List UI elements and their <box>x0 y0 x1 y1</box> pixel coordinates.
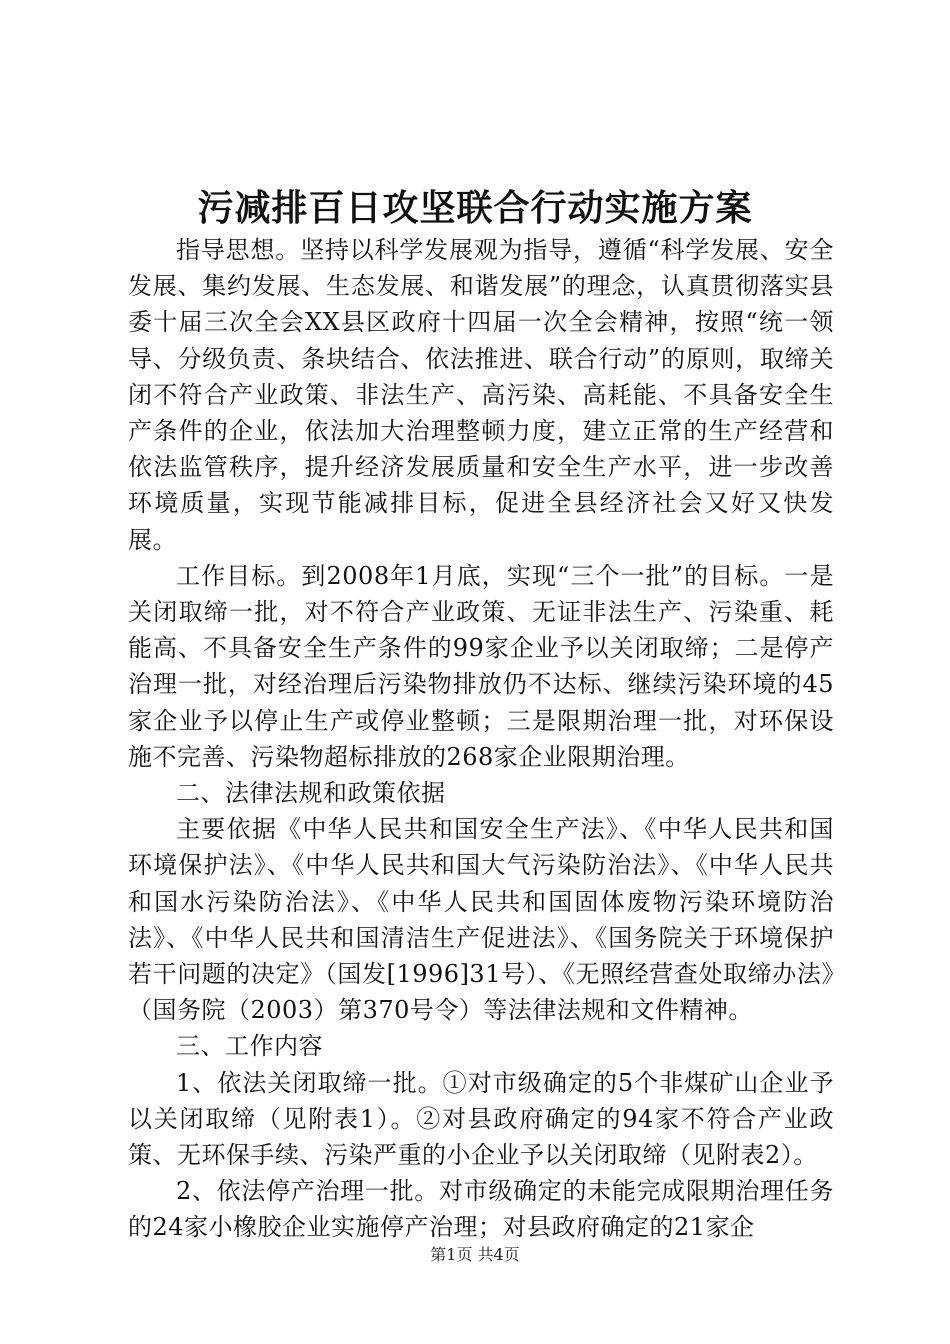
paragraph-close-ban: 1、依法关闭取缔一批。①对市级确定的5个非煤矿山企业予以关闭取缔（见附表1）。②对县政府确定的94家不符合产业政策、无环保手续、污染严重的小企业予以关闭取缔（见附表2）。 <box>128 1068 834 1170</box>
page-footer: 第1页 共4页 <box>430 1245 520 1264</box>
document-body <box>128 232 834 1246</box>
paragraph-guiding-ideology: 指导思想。坚持以科学发展观为指导，遵循“科学发展、安全发展、集约发展、生态发展、和谐发展”的理念，认真贯彻落实县委十届三次全会XX县区政府十四届一次全会精神，按照“统一领导、分级负责、条块结合、依法推进、联合行动”的原则，取缔关闭不符合产业政策、非法生产、高污染、高耗能、不具备安全生产条件的企业，依法加大治理整顿力度，建立正常的生产经营和依法监管秩序，提升经济发展质量和安全生产水平，进一步改善环境质量，实现节能减排目标，促进全县经济社会又好又快发展。 <box>128 236 834 554</box>
paragraph-suspend-rectify: 2、依法停产治理一批。对市级确定的未能完成限期治理任务的24家小橡胶企业实施停产治理；对县政府确定的21家企 <box>128 1177 834 1242</box>
paragraph-legal-basis: 主要依据《中华人民共和国安全生产法》、《中华人民共和国环境保护法》、《中华人民共和国大气污染防治法》、《中华人民共和国水污染防治法》、《中华人民共和国固体废物污染环境防治法》、《中华人民共和国清洁生产促进法》、《国务院关于环境保护若干问题的决定》（国发[1996]31号）、《无照经营查处取缔办法》（国务院（2003）第370号令）等法律法规和文件精神。 <box>128 815 834 1025</box>
paragraph-work-goals: 工作目标。到2008年1月底，实现“三个一批”的目标。一是关闭取缔一批，对不符合产业政策、无证非法生产、污染重、耗能高、不具备安全生产条件的99家企业予以关闭取缔；二是停产治理一批，对经治理后污染物排放仍不达标、继续污染环境的45家企业予以停止生产或停业整顿；三是限期治理一批，对环保设施不完善、污染物超标排放的268家企业限期治理。 <box>128 561 834 771</box>
document-title: 污减排百日攻坚联合行动实施方案 <box>197 187 753 229</box>
section-heading-legal-basis: 二、法律法规和政策依据 <box>176 779 446 808</box>
section-heading-work-content: 三、工作内容 <box>176 1032 323 1061</box>
